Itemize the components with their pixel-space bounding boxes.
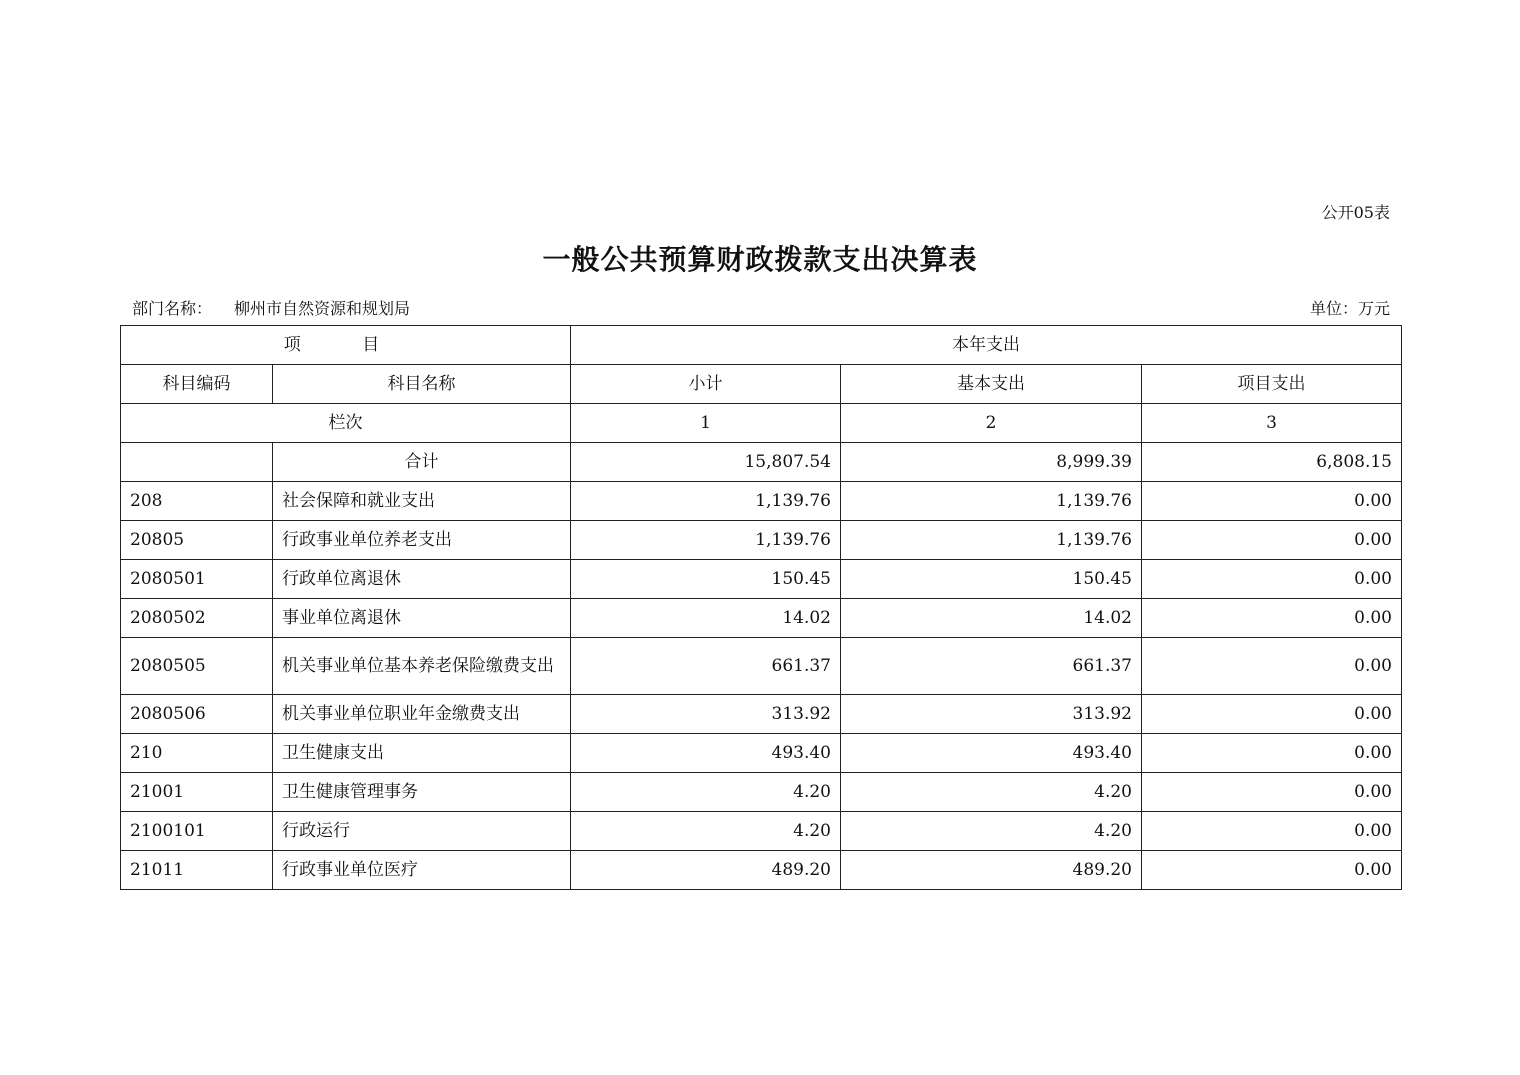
index-col3: 3 bbox=[1142, 404, 1402, 443]
row-name: 行政单位离退休 bbox=[273, 560, 571, 599]
row-name: 卫生健康支出 bbox=[273, 734, 571, 773]
index-label: 栏次 bbox=[121, 404, 571, 443]
row-project: 0.00 bbox=[1142, 482, 1402, 521]
row-project: 0.00 bbox=[1142, 638, 1402, 695]
row-basic: 1,139.76 bbox=[841, 521, 1142, 560]
total-label: 合计 bbox=[273, 443, 571, 482]
total-code-cell bbox=[121, 443, 273, 482]
row-code: 2100101 bbox=[121, 812, 273, 851]
table-row bbox=[121, 812, 1402, 851]
row-project: 0.00 bbox=[1142, 851, 1402, 890]
row-project: 0.00 bbox=[1142, 521, 1402, 560]
row-basic: 4.20 bbox=[841, 773, 1142, 812]
row-subtotal: 4.20 bbox=[571, 773, 841, 812]
row-code: 210 bbox=[121, 734, 273, 773]
row-basic: 661.37 bbox=[841, 638, 1142, 695]
row-project: 0.00 bbox=[1142, 773, 1402, 812]
total-basic: 8,999.39 bbox=[841, 443, 1142, 482]
table-row bbox=[121, 521, 1402, 560]
row-name: 事业单位离退休 bbox=[273, 599, 571, 638]
row-code: 21011 bbox=[121, 851, 273, 890]
row-code: 2080505 bbox=[121, 638, 273, 695]
index-row bbox=[121, 404, 1402, 443]
row-code: 21001 bbox=[121, 773, 273, 812]
name-column-header: 科目名称 bbox=[273, 365, 571, 404]
row-subtotal: 489.20 bbox=[571, 851, 841, 890]
row-project: 0.00 bbox=[1142, 734, 1402, 773]
table-row bbox=[121, 482, 1402, 521]
total-subtotal: 15,807.54 bbox=[571, 443, 841, 482]
subtotal-column-header: 小计 bbox=[571, 365, 841, 404]
row-code: 2080501 bbox=[121, 560, 273, 599]
row-code: 2080506 bbox=[121, 695, 273, 734]
project-header: 项 目 bbox=[121, 326, 571, 365]
table-row bbox=[121, 851, 1402, 890]
row-subtotal: 493.40 bbox=[571, 734, 841, 773]
row-project: 0.00 bbox=[1142, 695, 1402, 734]
row-code: 208 bbox=[121, 482, 273, 521]
row-code: 2080502 bbox=[121, 599, 273, 638]
table-row bbox=[121, 695, 1402, 734]
row-subtotal: 313.92 bbox=[571, 695, 841, 734]
department-label: 部门名称： bbox=[132, 299, 213, 318]
unit-label: 单位：万元 bbox=[1309, 299, 1390, 318]
header-row-top bbox=[121, 326, 1402, 365]
code-column-header: 科目编码 bbox=[121, 365, 273, 404]
row-name: 行政运行 bbox=[273, 812, 571, 851]
row-subtotal: 4.20 bbox=[571, 812, 841, 851]
row-name: 社会保障和就业支出 bbox=[273, 482, 571, 521]
row-subtotal: 1,139.76 bbox=[571, 482, 841, 521]
table-row bbox=[121, 560, 1402, 599]
project-column-header: 项目支出 bbox=[1142, 365, 1402, 404]
row-basic: 4.20 bbox=[841, 812, 1142, 851]
row-basic: 313.92 bbox=[841, 695, 1142, 734]
table-row bbox=[121, 599, 1402, 638]
department-line bbox=[132, 296, 410, 319]
page-title: 一般公共预算财政拨款支出决算表 bbox=[542, 243, 978, 276]
row-basic: 489.20 bbox=[841, 851, 1142, 890]
expenditure-table bbox=[120, 325, 1402, 890]
row-project: 0.00 bbox=[1142, 812, 1402, 851]
row-basic: 150.45 bbox=[841, 560, 1142, 599]
row-subtotal: 14.02 bbox=[571, 599, 841, 638]
row-name: 卫生健康管理事务 bbox=[273, 773, 571, 812]
row-project: 0.00 bbox=[1142, 560, 1402, 599]
row-name: 行政事业单位医疗 bbox=[273, 851, 571, 890]
row-name: 机关事业单位职业年金缴费支出 bbox=[273, 695, 571, 734]
total-project: 6,808.15 bbox=[1142, 443, 1402, 482]
row-subtotal: 150.45 bbox=[571, 560, 841, 599]
table-row bbox=[121, 734, 1402, 773]
row-subtotal: 661.37 bbox=[571, 638, 841, 695]
row-basic: 493.40 bbox=[841, 734, 1142, 773]
basic-column-header: 基本支出 bbox=[841, 365, 1142, 404]
current-year-header: 本年支出 bbox=[571, 326, 1402, 365]
row-project: 0.00 bbox=[1142, 599, 1402, 638]
row-basic: 1,139.76 bbox=[841, 482, 1142, 521]
row-basic: 14.02 bbox=[841, 599, 1142, 638]
table-row bbox=[121, 773, 1402, 812]
row-name: 行政事业单位养老支出 bbox=[273, 521, 571, 560]
header-row-columns bbox=[121, 365, 1402, 404]
row-name: 机关事业单位基本养老保险缴费支出 bbox=[273, 638, 571, 695]
table-row bbox=[121, 638, 1402, 695]
index-col2: 2 bbox=[841, 404, 1142, 443]
row-code: 20805 bbox=[121, 521, 273, 560]
form-number: 公开05表 bbox=[1321, 203, 1390, 222]
row-subtotal: 1,139.76 bbox=[571, 521, 841, 560]
department-value: 柳州市自然资源和规划局 bbox=[234, 299, 411, 318]
total-row bbox=[121, 443, 1402, 482]
index-col1: 1 bbox=[571, 404, 841, 443]
